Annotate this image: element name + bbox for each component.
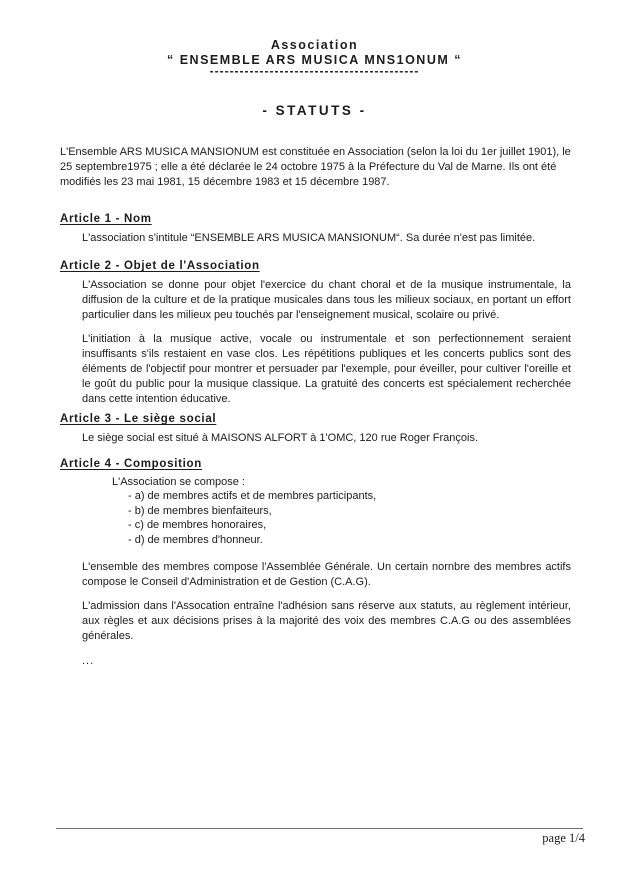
article-1 — [0, 212, 629, 246]
composition-item-c: - c) de membres honoraires, — [128, 519, 267, 531]
article-4-paragraph-1: L'ensemble des membres compose l'Assemblée Générale. Un certain nornbre des membres actifs compose le Conseil d'Administration et de Gestion (C.A.G). — [82, 561, 571, 588]
article-4-heading: Article 4 - Composition — [60, 458, 202, 470]
association-label: Association — [270, 38, 359, 52]
article-3-heading: Article 3 - Le siège social — [60, 413, 217, 425]
article-4-paragraph-2: L'admission dans l'Assocation entraîne l'adhésion sans réserve aux statuts, au règlement intérieur, aux règles et aux décisions prises à la majorité des voix des membres C.A.G ou des assemblées générales. — [82, 600, 571, 642]
article-2-paragraph-2: L'initiation à la musique active, vocale ou instrumentale et son perfectionnement seraient insuffisants s'ils restaient en vase clos. Les répétitions publiques et les concerts publics sont des éléments de l'objectif pour montrer et persuader par l'exemple, pour éveiller, pour cultiver l'oreille et le goût du public pour la musique classique. La gratuité des concerts est spécialement recherchée dans cette intention éducative. — [82, 333, 571, 405]
footer-rule — [56, 828, 583, 829]
article-2-heading: Article 2 - Objet de l'Association — [60, 260, 260, 272]
composition-item-d: - d) de membres d'honneur. — [128, 533, 263, 546]
article-2 — [0, 259, 629, 407]
doc-header — [0, 0, 629, 78]
page-number: page 1/4 — [542, 831, 585, 845]
article-2-paragraph-1: L'Association se donne pour objet l'exercice du chant choral et de la musique instrumentale, la diffusion de la culture et de la pratique musicales dans tous les milieux sociaux, en portant un effort particulier dans les milieux peu touchés par l'enseignement musical, scolaire ou privé. — [82, 279, 571, 321]
article-3-paragraph: Le siège social est situé à MAISONS ALFORT à 1'OMC, 120 rue Roger François. — [82, 432, 479, 444]
association-name: “ ENSEMBLE ARS MUSICA MNS1ONUM “ — [166, 53, 462, 67]
header-divider: ------------------------------------------ — [209, 64, 420, 78]
document-title: - STATUTS - — [262, 103, 367, 118]
article-1-paragraph: L'association s'intitule “ENSEMBLE ARS MUSICA MANSIONUM“. Sa durée n'est pas limitée. — [82, 232, 536, 244]
article-1-heading: Article 1 - Nom — [60, 213, 152, 225]
composition-item-b: - b) de membres bienfaiteurs, — [128, 504, 272, 517]
intro-paragraph: L'Ensemble ARS MUSICA MANSIONUM est constituée en Association (selon la loi du 1er juillet 1901), le 25 septembre1975 ; elle a été déclarée le 24 octobre 1975 à la Préfecture du Val de Marne. Ils ont été modifiés les 23 mai 1981, 15 décembre 1983 et 15 décembre 1987. — [60, 146, 571, 188]
composition-item-a: - a) de membres actifs et de membres participants, — [128, 490, 377, 502]
article-3 — [0, 412, 629, 446]
continuation-ellipsis: ... — [82, 655, 95, 667]
composition-intro: L'Association se compose : — [112, 476, 245, 488]
article-4 — [0, 457, 629, 644]
